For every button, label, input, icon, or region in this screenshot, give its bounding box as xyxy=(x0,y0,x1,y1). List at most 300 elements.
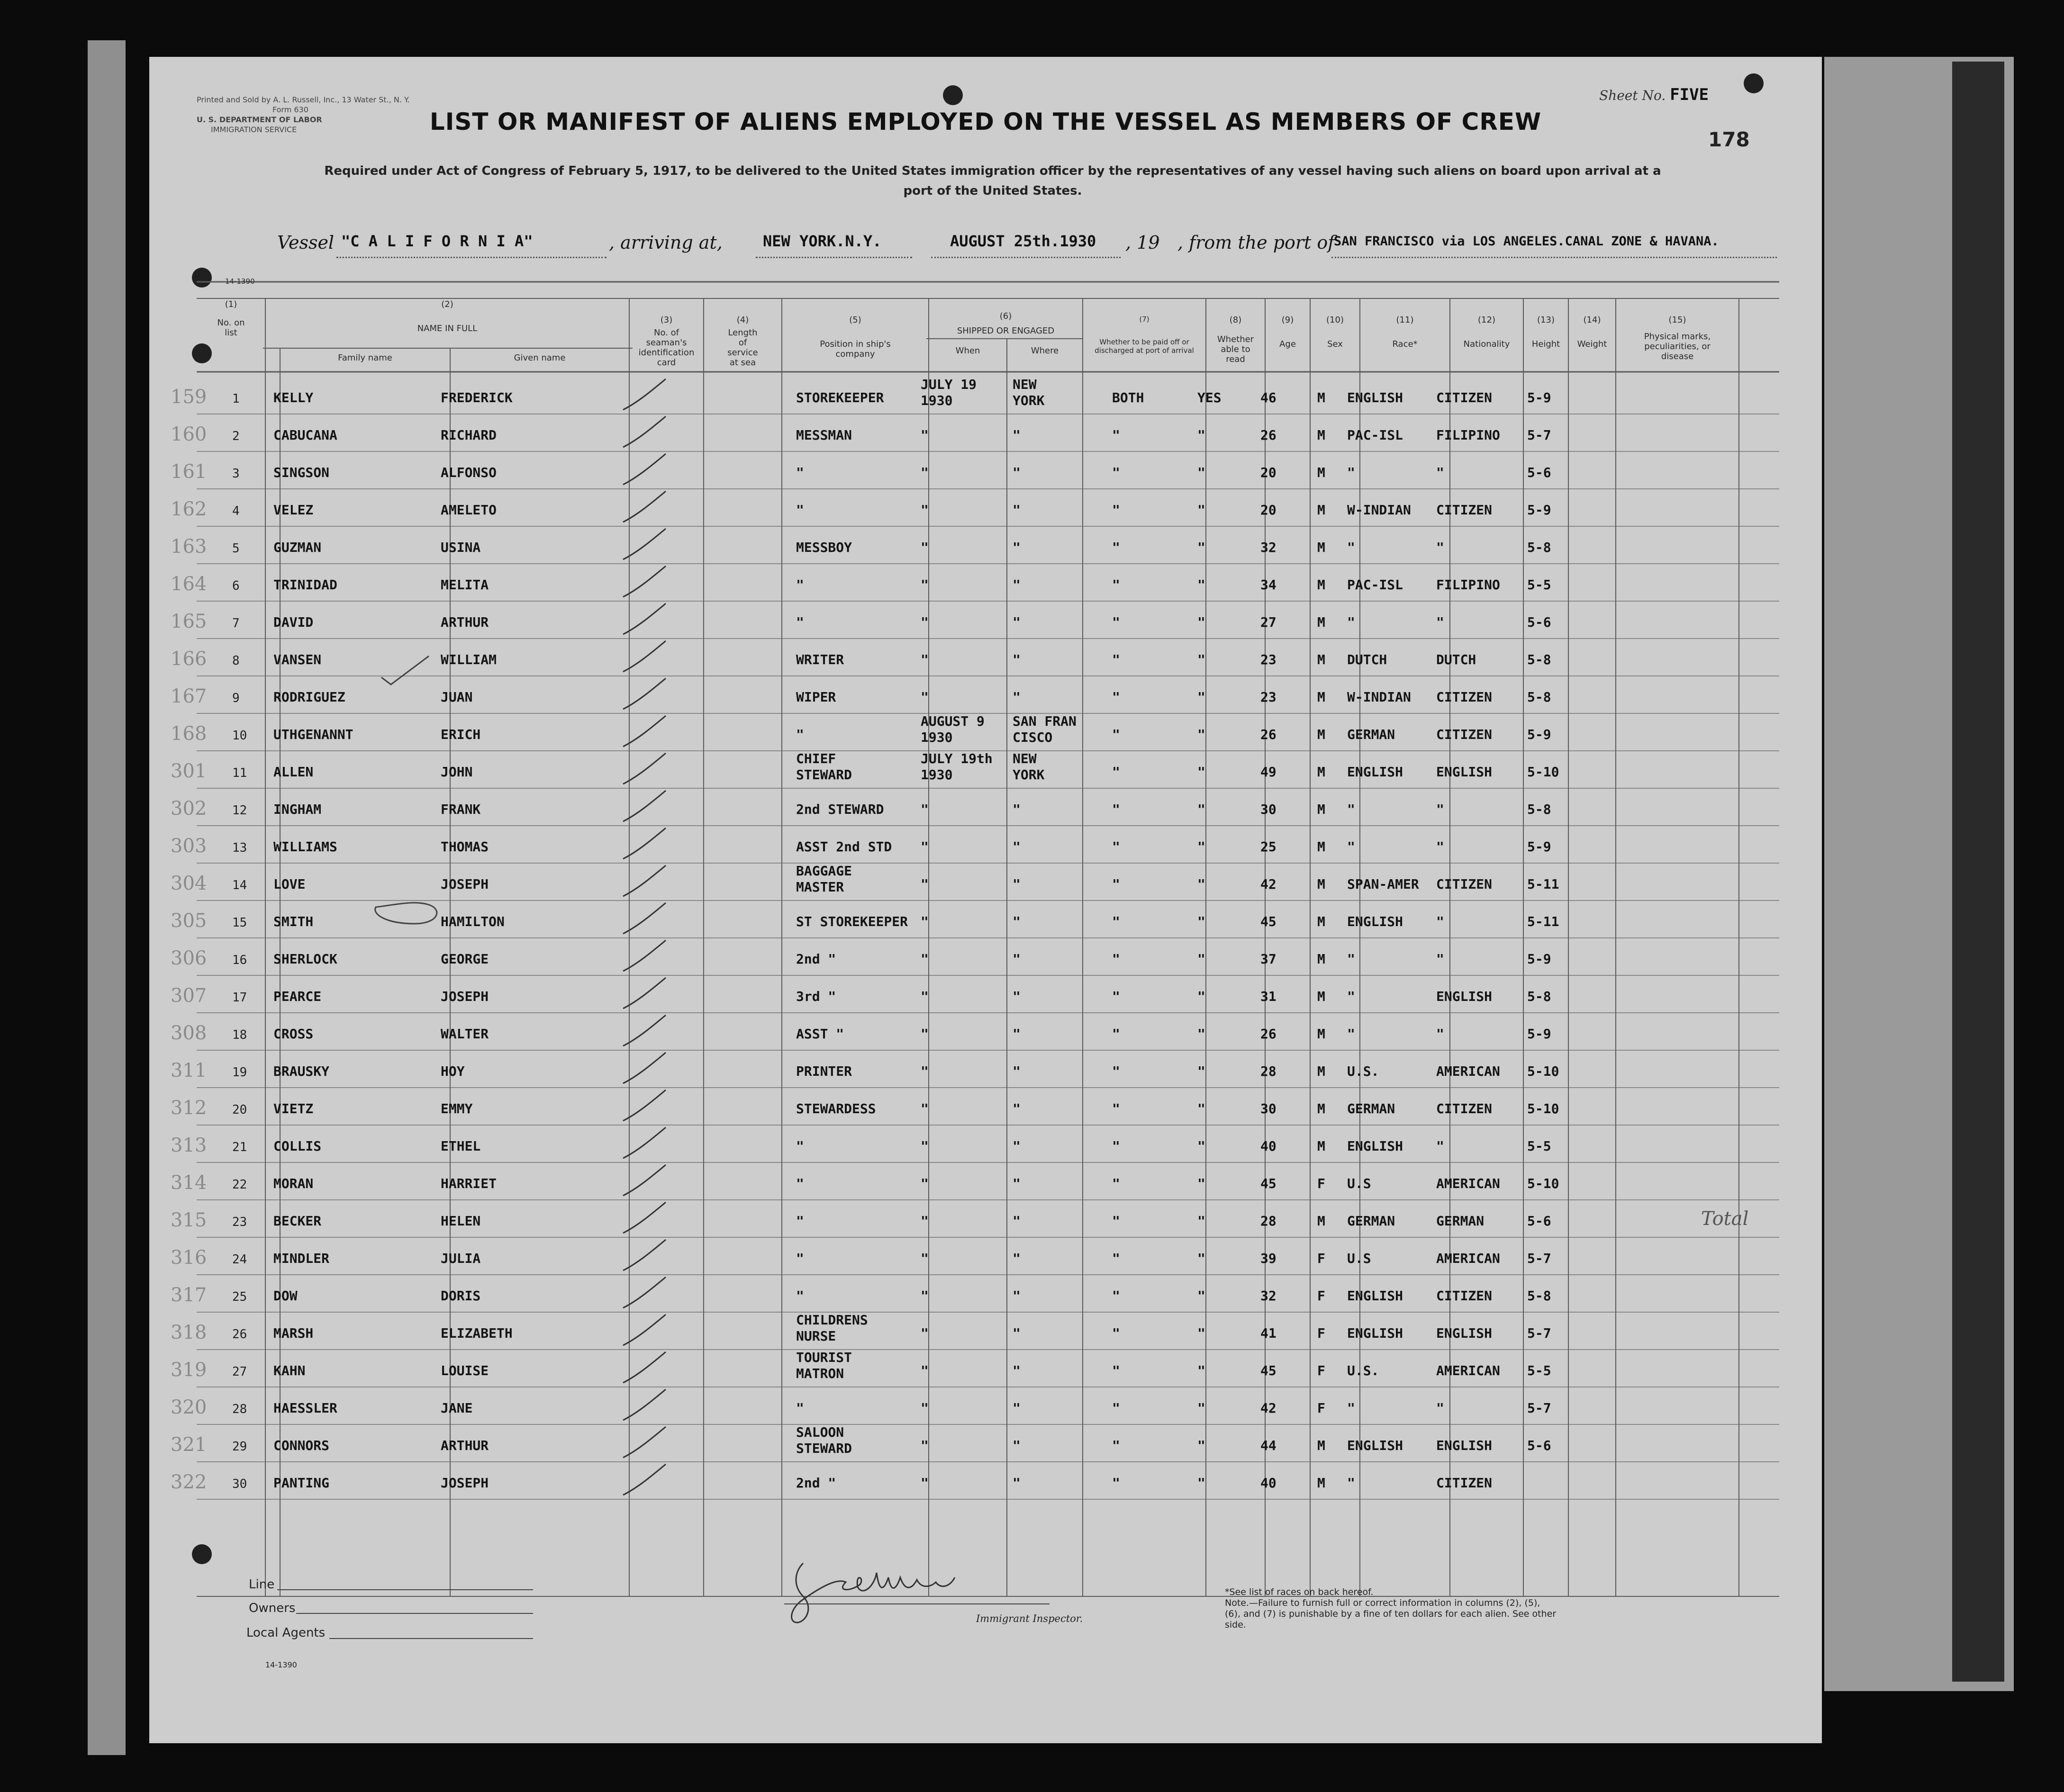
footnote-penalty: Note.—Failure to furnish full or correct information in columns (2), (5), (6), and (7) is punishable by a fine of ten dollars for each alien. See other side. xyxy=(1225,1598,1557,1630)
paid-off: " xyxy=(1112,427,1120,443)
age: 30 xyxy=(1260,1101,1276,1117)
paid-off: " xyxy=(1112,801,1120,817)
col-title: Weight xyxy=(1577,339,1607,349)
race: ENGLISH xyxy=(1347,1325,1403,1341)
col-number: (3) xyxy=(660,315,673,325)
paid-off: " xyxy=(1112,1475,1120,1491)
paid-off: " xyxy=(1112,1138,1120,1154)
col-number: (13) xyxy=(1537,315,1555,325)
position: MESSMAN xyxy=(796,427,852,443)
race: GERMAN xyxy=(1347,1101,1395,1117)
height: 5-5 xyxy=(1527,1363,1551,1378)
list-number: 29 xyxy=(232,1440,247,1454)
shipped-where: NEW YORK xyxy=(1013,751,1045,783)
nationality: GERMAN xyxy=(1436,1213,1485,1229)
family-name: CABUCANA xyxy=(273,427,337,443)
table-row xyxy=(149,1125,1822,1162)
paid-off: " xyxy=(1112,1026,1120,1042)
age: 26 xyxy=(1260,427,1276,443)
stamped-line-number: 317 xyxy=(171,1284,207,1306)
total-label: Total xyxy=(1701,1208,1749,1230)
shipped-where: " xyxy=(1013,1475,1021,1491)
table-row xyxy=(149,975,1822,1013)
height: 5-5 xyxy=(1527,1138,1551,1154)
binding-strip-left xyxy=(88,40,126,1755)
race: " xyxy=(1347,540,1355,555)
height: 5-7 xyxy=(1527,1400,1551,1416)
table-row xyxy=(149,414,1822,451)
shipped-when: " xyxy=(921,1475,929,1491)
family-name: PEARCE xyxy=(273,989,322,1004)
nationality: CITIZEN xyxy=(1436,689,1493,705)
shipped-when: JULY 19 1930 xyxy=(921,377,977,408)
able-to-read: " xyxy=(1197,1063,1205,1079)
nationality: CITIZEN xyxy=(1436,1475,1493,1491)
height: 5-10 xyxy=(1527,1101,1559,1117)
position: ASST " xyxy=(796,1026,844,1042)
race: " xyxy=(1347,951,1355,967)
vessel-label: Vessel xyxy=(277,232,335,253)
height: 5-10 xyxy=(1527,764,1559,780)
table-row xyxy=(149,1088,1822,1125)
table-row xyxy=(149,1050,1822,1088)
list-number: 25 xyxy=(232,1290,247,1304)
list-number: 4 xyxy=(232,504,240,518)
able-to-read: " xyxy=(1197,989,1205,1004)
shipped-when: " xyxy=(921,1176,929,1191)
shipped-where: " xyxy=(1013,839,1021,855)
height: 5-9 xyxy=(1527,1026,1551,1042)
list-number: 9 xyxy=(232,691,240,705)
col-13-header xyxy=(1523,315,1568,349)
given-name: DORIS xyxy=(441,1288,481,1304)
family-name: VANSEN xyxy=(273,652,322,667)
paid-off: " xyxy=(1112,727,1120,742)
age: 26 xyxy=(1260,1026,1276,1042)
age: 45 xyxy=(1260,914,1276,929)
shipped-where: " xyxy=(1013,1325,1021,1341)
nationality: ENGLISH xyxy=(1436,1325,1493,1341)
shipped-where: " xyxy=(1013,689,1021,705)
family-name: PANTING xyxy=(273,1475,330,1491)
family-name: DAVID xyxy=(273,614,314,630)
given-name: AMELETO xyxy=(441,502,497,518)
family-name: WILLIAMS xyxy=(273,839,337,855)
shipped-where: " xyxy=(1013,1251,1021,1266)
stamped-line-number: 165 xyxy=(171,611,207,632)
paid-off: " xyxy=(1112,1176,1120,1191)
sex: M xyxy=(1317,1475,1325,1491)
table-row xyxy=(149,826,1822,863)
nationality: " xyxy=(1436,1026,1444,1042)
stamped-line-number: 166 xyxy=(171,648,207,670)
able-to-read: " xyxy=(1197,614,1205,630)
family-name: VELEZ xyxy=(273,502,314,518)
list-number: 14 xyxy=(232,878,247,892)
age: 23 xyxy=(1260,689,1276,705)
height: 5-9 xyxy=(1527,390,1551,405)
race: " xyxy=(1347,801,1355,817)
table-row xyxy=(149,713,1822,751)
footnote-races: *See list of races on back hereof. xyxy=(1225,1587,1374,1597)
age: 45 xyxy=(1260,1176,1276,1191)
age: 41 xyxy=(1260,1325,1276,1341)
age: 34 xyxy=(1260,577,1276,593)
table-row xyxy=(149,676,1822,713)
stamped-line-number: 313 xyxy=(171,1135,207,1156)
race: " xyxy=(1347,1026,1355,1042)
nationality: CITIZEN xyxy=(1436,876,1493,892)
shipped-where: SAN FRAN CISCO xyxy=(1013,713,1077,745)
shipped-when: " xyxy=(921,876,929,892)
nationality: " xyxy=(1436,914,1444,929)
col-number: (5) xyxy=(849,315,861,325)
family-name-header: Family name xyxy=(338,353,392,363)
shipped-where: " xyxy=(1013,1063,1021,1079)
nationality: " xyxy=(1436,1400,1444,1416)
height: 5-10 xyxy=(1527,1176,1559,1191)
stamped-line-number: 164 xyxy=(171,573,207,595)
family-name: INGHAM xyxy=(273,801,322,817)
sex: F xyxy=(1317,1288,1325,1304)
inspector-label: Immigrant Inspector. xyxy=(976,1613,1083,1624)
position: " xyxy=(796,727,804,742)
given-name: FRANK xyxy=(441,801,481,817)
col-4-header xyxy=(704,315,782,368)
given-name: HARRIET xyxy=(441,1176,497,1191)
family-name: DOW xyxy=(273,1288,298,1304)
given-name: WILLIAM xyxy=(441,652,497,667)
list-number: 1 xyxy=(232,392,240,406)
paid-off: " xyxy=(1112,839,1120,855)
able-to-read: " xyxy=(1197,876,1205,892)
col-number: (4) xyxy=(736,315,749,325)
position: WRITER xyxy=(796,652,844,667)
shipped-when: " xyxy=(921,1026,929,1042)
height: 5-5 xyxy=(1527,577,1551,593)
nationality: CITIZEN xyxy=(1436,502,1493,518)
sex: M xyxy=(1317,1063,1325,1079)
stamped-line-number: 320 xyxy=(171,1396,207,1418)
given-name: USINA xyxy=(441,540,481,555)
table-row xyxy=(149,1462,1822,1499)
stamped-line-number: 168 xyxy=(171,723,207,745)
paid-off: " xyxy=(1112,614,1120,630)
race: PAC-ISL xyxy=(1347,577,1403,593)
col-title: SHIPPED OR ENGAGED xyxy=(957,326,1055,336)
stamped-line-number: 307 xyxy=(171,985,207,1007)
shipped-where: " xyxy=(1013,1288,1021,1304)
height: 5-7 xyxy=(1527,1325,1551,1341)
able-to-read: " xyxy=(1197,540,1205,555)
nationality: CITIZEN xyxy=(1436,727,1493,742)
table-row xyxy=(149,788,1822,826)
given-name: JOSEPH xyxy=(441,1475,489,1491)
sex: M xyxy=(1317,1213,1325,1229)
given-name: EMMY xyxy=(441,1101,473,1117)
sex: M xyxy=(1317,540,1325,555)
age: 25 xyxy=(1260,839,1276,855)
stamped-line-number: 319 xyxy=(171,1359,207,1381)
nationality: CITIZEN xyxy=(1436,390,1493,405)
list-number: 7 xyxy=(232,616,240,630)
line-label: Line xyxy=(249,1577,275,1592)
list-number: 5 xyxy=(232,541,240,556)
nationality: AMERICAN xyxy=(1436,1251,1500,1266)
shipped-when: " xyxy=(921,427,929,443)
height: 5-6 xyxy=(1527,1213,1551,1229)
race: " xyxy=(1347,1475,1355,1491)
col-6-header xyxy=(929,299,1083,336)
given-name: ETHEL xyxy=(441,1138,481,1154)
shipped-when: " xyxy=(921,1400,929,1416)
given-name-header: Given name xyxy=(514,353,566,363)
list-number: 11 xyxy=(232,766,247,780)
height: 5-6 xyxy=(1527,614,1551,630)
shipped-where: " xyxy=(1013,1363,1021,1378)
shipped-when: " xyxy=(921,1288,929,1304)
list-number: 26 xyxy=(232,1327,247,1342)
given-name: MELITA xyxy=(441,577,489,593)
list-number: 18 xyxy=(232,1028,247,1042)
list-number: 17 xyxy=(232,991,247,1005)
shipped-when: " xyxy=(921,1363,929,1378)
nationality: CITIZEN xyxy=(1436,1101,1493,1117)
able-to-read: " xyxy=(1197,914,1205,929)
paid-off: " xyxy=(1112,540,1120,555)
nationality: " xyxy=(1436,540,1444,555)
given-name: GEORGE xyxy=(441,951,489,967)
given-name: WALTER xyxy=(441,1026,489,1042)
shipped-where: " xyxy=(1013,1138,1021,1154)
race: ENGLISH xyxy=(1347,390,1403,405)
shipped-where: " xyxy=(1013,914,1021,929)
race: W-INDIAN xyxy=(1347,689,1411,705)
given-name: ALFONSO xyxy=(441,465,497,480)
stamped-line-number: 303 xyxy=(171,835,207,857)
sex: F xyxy=(1317,1325,1325,1341)
requirement-line: Required under Act of Congress of February 5, 1917, to be delivered to the United States immigration officer by the representatives of any vessel having such aliens on board upon arrival at a xyxy=(324,164,1661,178)
year-label: , 19 xyxy=(1125,232,1160,253)
sex: F xyxy=(1317,1400,1325,1416)
sex: M xyxy=(1317,1026,1325,1042)
able-to-read: " xyxy=(1197,1400,1205,1416)
local-agents-label: Local Agents xyxy=(246,1626,326,1640)
family-name: MARSH xyxy=(273,1325,314,1341)
race: U.S xyxy=(1347,1251,1371,1266)
age: 28 xyxy=(1260,1063,1276,1079)
position: SALOON STEWARD xyxy=(796,1424,852,1456)
age: 30 xyxy=(1260,801,1276,817)
given-name: ELIZABETH xyxy=(441,1325,513,1341)
position: " xyxy=(796,577,804,593)
race: " xyxy=(1347,839,1355,855)
col-11-header xyxy=(1360,315,1450,349)
able-to-read: " xyxy=(1197,465,1205,480)
position: " xyxy=(796,1213,804,1229)
given-name: ARTHUR xyxy=(441,1438,489,1453)
sex: M xyxy=(1317,839,1325,855)
col-number: (15) xyxy=(1668,315,1686,325)
position: ST STOREKEEPER xyxy=(796,914,908,929)
sex: M xyxy=(1317,876,1325,892)
family-name: CROSS xyxy=(273,1026,314,1042)
col-title: Position in ship's company xyxy=(820,339,891,359)
shipped-when: " xyxy=(921,540,929,555)
height: 5-11 xyxy=(1527,876,1559,892)
sex: M xyxy=(1317,989,1325,1004)
stamped-line-number: 321 xyxy=(171,1434,207,1456)
able-to-read: YES xyxy=(1197,390,1222,405)
nationality: " xyxy=(1436,839,1444,855)
sex: M xyxy=(1317,390,1325,405)
sex: M xyxy=(1317,914,1325,929)
sex: F xyxy=(1317,1363,1325,1378)
able-to-read: " xyxy=(1197,801,1205,817)
race: GERMAN xyxy=(1347,727,1395,742)
age: 27 xyxy=(1260,614,1276,630)
paid-off: " xyxy=(1112,1438,1120,1453)
able-to-read: " xyxy=(1197,689,1205,705)
col-7-header xyxy=(1083,315,1206,355)
nationality: " xyxy=(1436,801,1444,817)
given-name: JOHN xyxy=(441,764,473,780)
position: STOREKEEPER xyxy=(796,390,884,405)
footer-form-code: 14-1390 xyxy=(265,1660,297,1669)
table-row xyxy=(149,1424,1822,1462)
shipped-where: " xyxy=(1013,540,1021,555)
position: " xyxy=(796,1176,804,1191)
position: BAGGAGE MASTER xyxy=(796,863,852,895)
family-name: SINGSON xyxy=(273,465,330,480)
given-name: JULIA xyxy=(441,1251,481,1266)
shipped-when: " xyxy=(921,689,929,705)
age: 49 xyxy=(1260,764,1276,780)
when-header: When xyxy=(955,346,980,356)
family-name: RODRIGUEZ xyxy=(273,689,345,705)
col-title: Height xyxy=(1531,339,1560,349)
age: 32 xyxy=(1260,1288,1276,1304)
where-header: Where xyxy=(1031,346,1059,356)
table-row xyxy=(149,377,1822,414)
shipped-when: " xyxy=(921,914,929,929)
given-name: RICHARD xyxy=(441,427,497,443)
paid-off: " xyxy=(1112,577,1120,593)
list-number: 30 xyxy=(232,1477,247,1491)
shipped-when: " xyxy=(921,1213,929,1229)
given-name: LOUISE xyxy=(441,1363,489,1378)
paid-off: " xyxy=(1112,914,1120,929)
arriving-label: , arriving at, xyxy=(609,232,723,253)
footnote xyxy=(1225,1587,1557,1630)
race: " xyxy=(1347,614,1355,630)
height: 5-8 xyxy=(1527,652,1551,667)
able-to-read: " xyxy=(1197,577,1205,593)
able-to-read: " xyxy=(1197,1438,1205,1453)
position: STEWARDESS xyxy=(796,1101,876,1117)
col-number: (2) xyxy=(441,299,453,309)
table-row xyxy=(149,1237,1822,1275)
col-title: Whether to be paid off or discharged at port of arrival xyxy=(1095,338,1194,355)
family-name: ALLEN xyxy=(273,764,314,780)
table-row xyxy=(149,938,1822,975)
list-number: 24 xyxy=(232,1252,247,1267)
given-name: JANE xyxy=(441,1400,473,1416)
able-to-read: " xyxy=(1197,427,1205,443)
given-name: ARTHUR xyxy=(441,614,489,630)
table-row xyxy=(149,863,1822,901)
paid-off: " xyxy=(1112,465,1120,480)
position: 3rd " xyxy=(796,989,836,1004)
shipped-when: " xyxy=(921,801,929,817)
nationality: " xyxy=(1436,465,1444,480)
owners-label: Owners xyxy=(249,1601,296,1615)
race: " xyxy=(1347,1400,1355,1416)
col-title: No. of seaman's identification card xyxy=(638,328,695,368)
col-15-header xyxy=(1616,315,1739,361)
list-number: 10 xyxy=(232,729,247,743)
table-row xyxy=(149,489,1822,526)
race: DUTCH xyxy=(1347,652,1387,667)
sex: M xyxy=(1317,652,1325,667)
race: GERMAN xyxy=(1347,1213,1395,1229)
sex: M xyxy=(1317,1101,1325,1117)
col-number: (7) xyxy=(1139,315,1150,324)
height: 5-9 xyxy=(1527,727,1551,742)
col-title: NAME IN FULL xyxy=(417,324,478,333)
stamped-line-number: 312 xyxy=(171,1097,207,1119)
stamped-line-number: 308 xyxy=(171,1022,207,1044)
shipped-where: " xyxy=(1013,652,1021,667)
list-number: 16 xyxy=(232,953,247,967)
nationality: DUTCH xyxy=(1436,652,1476,667)
shipped-where: " xyxy=(1013,502,1021,518)
shipped-when: " xyxy=(921,1063,929,1079)
shipped-where: " xyxy=(1013,1213,1021,1229)
shipped-when: " xyxy=(921,1101,929,1117)
age: 42 xyxy=(1260,1400,1276,1416)
list-number: 6 xyxy=(232,579,240,593)
position: " xyxy=(796,502,804,518)
race: W-INDIAN xyxy=(1347,502,1411,518)
position: 2nd " xyxy=(796,951,836,967)
adjacent-page-shadow xyxy=(1952,62,2004,1682)
paid-off: " xyxy=(1112,876,1120,892)
col-title: Whether able to read xyxy=(1217,334,1254,364)
col-title: Length of service at sea xyxy=(727,328,758,368)
list-number: 15 xyxy=(232,916,247,930)
shipped-where: " xyxy=(1013,577,1021,593)
nationality: ENGLISH xyxy=(1436,1438,1493,1453)
table-row xyxy=(149,526,1822,564)
able-to-read: " xyxy=(1197,764,1205,780)
position: PRINTER xyxy=(796,1063,852,1079)
height: 5-6 xyxy=(1527,1438,1551,1453)
paid-off: " xyxy=(1112,689,1120,705)
col-3-header xyxy=(629,315,704,368)
position: 2nd STEWARD xyxy=(796,801,884,817)
paid-off: " xyxy=(1112,1400,1120,1416)
owners-field xyxy=(296,1613,533,1614)
given-name: ERICH xyxy=(441,727,481,742)
race: U.S xyxy=(1347,1176,1371,1191)
shipped-when: " xyxy=(921,989,929,1004)
col-number: (6) xyxy=(999,311,1012,321)
able-to-read: " xyxy=(1197,1325,1205,1341)
table-row xyxy=(149,564,1822,601)
shipped-where: NEW YORK xyxy=(1013,377,1045,408)
table-row xyxy=(149,1013,1822,1050)
